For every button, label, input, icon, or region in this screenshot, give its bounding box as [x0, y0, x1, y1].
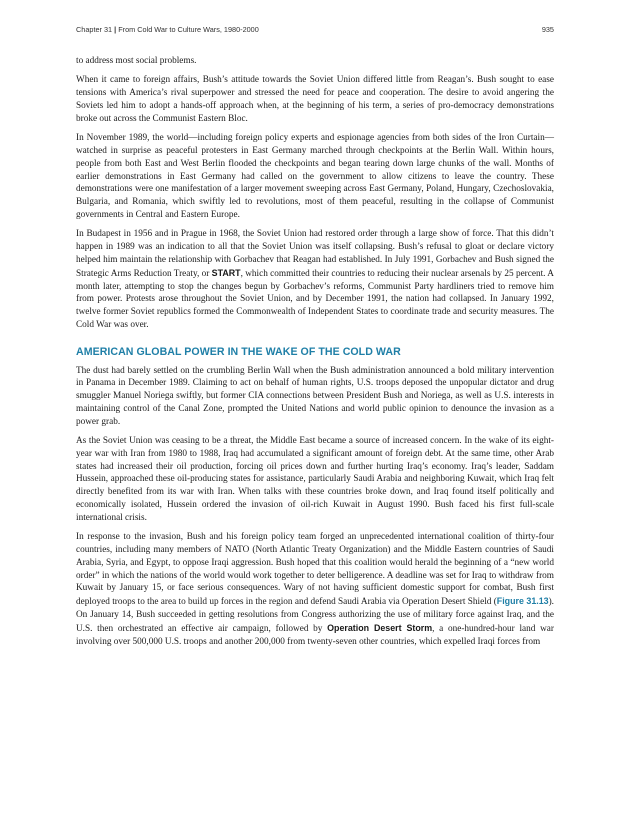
body-text [76, 55, 554, 655]
section-heading: AMERICAN GLOBAL POWER IN THE WAKE OF THE COLD WAR [76, 345, 401, 358]
paragraph-2: In November 1989, the world—including foreign policy experts and espionage agencies from both sides of the Iron Curtain—watched in surprise as peaceful protesters in East Germany marched through checkpoints at the Berlin Wall. Within hours, people from both East and West Berlin flooded the checkpoints and began tearing down large chunks of the wall. Months of earlier demonstrations in East Germany had called on the government to allow citizens to leave the country. These demonstrations were one manifestation of a larger movement sweeping across East Germany, Poland, Hungary, Czechoslovakia, Bulgaria, and Romania, which swiftly led to revolutions, most of them peaceful, resulting in the collapse of Communist governments in Central and Eastern Europe. [76, 133, 554, 220]
figure-reference-link[interactable]: Figure 31.13 [496, 596, 549, 607]
running-header [76, 25, 554, 37]
header-separator: | [114, 25, 117, 34]
paragraph-1: When it came to foreign affairs, Bush’s attitude towards the Soviet Union differed little from Reagan’s. Bush sought to ease tensions with America’s rival superpower and stressed the need for peace and cooperation. The desire to avoid angering the Soviets led him to adopt a hands-off approach when, at the beginning of his term, a series of pro-democracy demonstrations broke out across the Communist Eastern Bloc. [76, 75, 554, 124]
paragraph-6-text-b: ). On January 14, Bush succeeded in getting resolutions from Congress authorizing the use of military force against Iraq, and the U.S. then orchestrated an effective air campaign, followed by [76, 597, 554, 634]
paragraph-4: The dust had barely settled on the crumbling Berlin Wall when the Bush administration announced a bold military intervention in Panama in December 1989. Claiming to act on behalf of human rights, U.S. troops deposed the unpopular dictator and drug smuggler Manuel Noriega swiftly, but former CIA connections between President Bush and Noriega, as well as U.S. interests in maintaining control of the Canal Zone, prompted the United Nations and world public opinion to denounce the invasion as a power grab. [76, 365, 554, 427]
page-number: 935 [541, 25, 554, 34]
paragraph-3-text-b: , which committed their countries to reducing their nuclear arsenals by 25 percent. A month later, attempting to stop the changes begun by Gorbachev’s reforms, Communist Party hardliners tried to remove him from power. Protests arose throughout the Soviet Union, and by December 1991, the nation had collapsed. In January 1992, twelve former Soviet republics formed the Commonwealth of Independent States to coordinate trade and security measures. The Cold War was over. [76, 268, 554, 330]
key-term-desert-storm: Operation Desert Storm [327, 622, 433, 633]
chapter-title: From Cold War to Culture Wars, 1980-2000 [118, 25, 259, 34]
paragraph-0: to address most social problems. [76, 56, 197, 66]
paragraph-5: As the Soviet Union was ceasing to be a threat, the Middle East became a source of increased concern. In the wake of its eight-year war with Iran from 1980 to 1988, Iraq had accumulated a significant amount of foreign debt. At the same time, other Arab states had increased their oil production, forcing oil prices down and further hurting Iraq’s economy. Iraq’s leader, Saddam Hussein, approached these oil-producing states for assistance, particularly Saudi Arabia and neighboring Kuwait, which Iraq felt directly benefited from its war with Iran. When talks with these countries broke down, and Iraq found itself politically and economically isolated, Hussein ordered the invasion of oil-rich Kuwait in August 1990. Bush faced his first full-scale international crisis. [76, 436, 554, 523]
paragraph-6 [76, 531, 554, 648]
chapter-label [76, 25, 259, 34]
paragraph-6-text-a: In response to the invasion, Bush and his foreign policy team forged an unprecedented international coalition of thirty-four countries, including many members of NATO (North Atlantic Treaty Organization) and the Middle Eastern countries of Saudi Arabia, Syria, and Egypt, to oppose Iraqi aggression. Bush hoped that this coalition would herald the beginning of a “new world order” in which the nations of the world would work together to deter belligerence. A deadline was set for Iraq to withdraw from Kuwait by January 15, or face serious consequences. Wary of not having sufficient domestic support for combat, Bush first deployed troops to the area to build up forces in the region and defend Saudi Arabia via Operation Desert Shield ( [76, 532, 554, 608]
key-term-start: START [211, 267, 241, 278]
paragraph-6-text-c: , a one-hundred-hour land war involving over 500,000 U.S. troops and another 200,000 from twenty-seven other countries, which expelled Iraqi forces from [76, 623, 554, 647]
chapter-number: Chapter 31 [76, 25, 113, 34]
paragraph-3 [76, 228, 554, 331]
paragraph-3-text-a: In Budapest in 1956 and in Prague in 1968, the Soviet Union had restored order through a large show of force. That this didn’t happen in 1989 was an indication to all that the Soviet Union was itself collapsing. Bush’s refusal to gloat or declare victory helped him maintain the relationship with Gorbachev that Reagan had established. In July 1991, Gorbachev and Bush signed the Strategic Arms Reduction Treaty, or [76, 229, 554, 279]
